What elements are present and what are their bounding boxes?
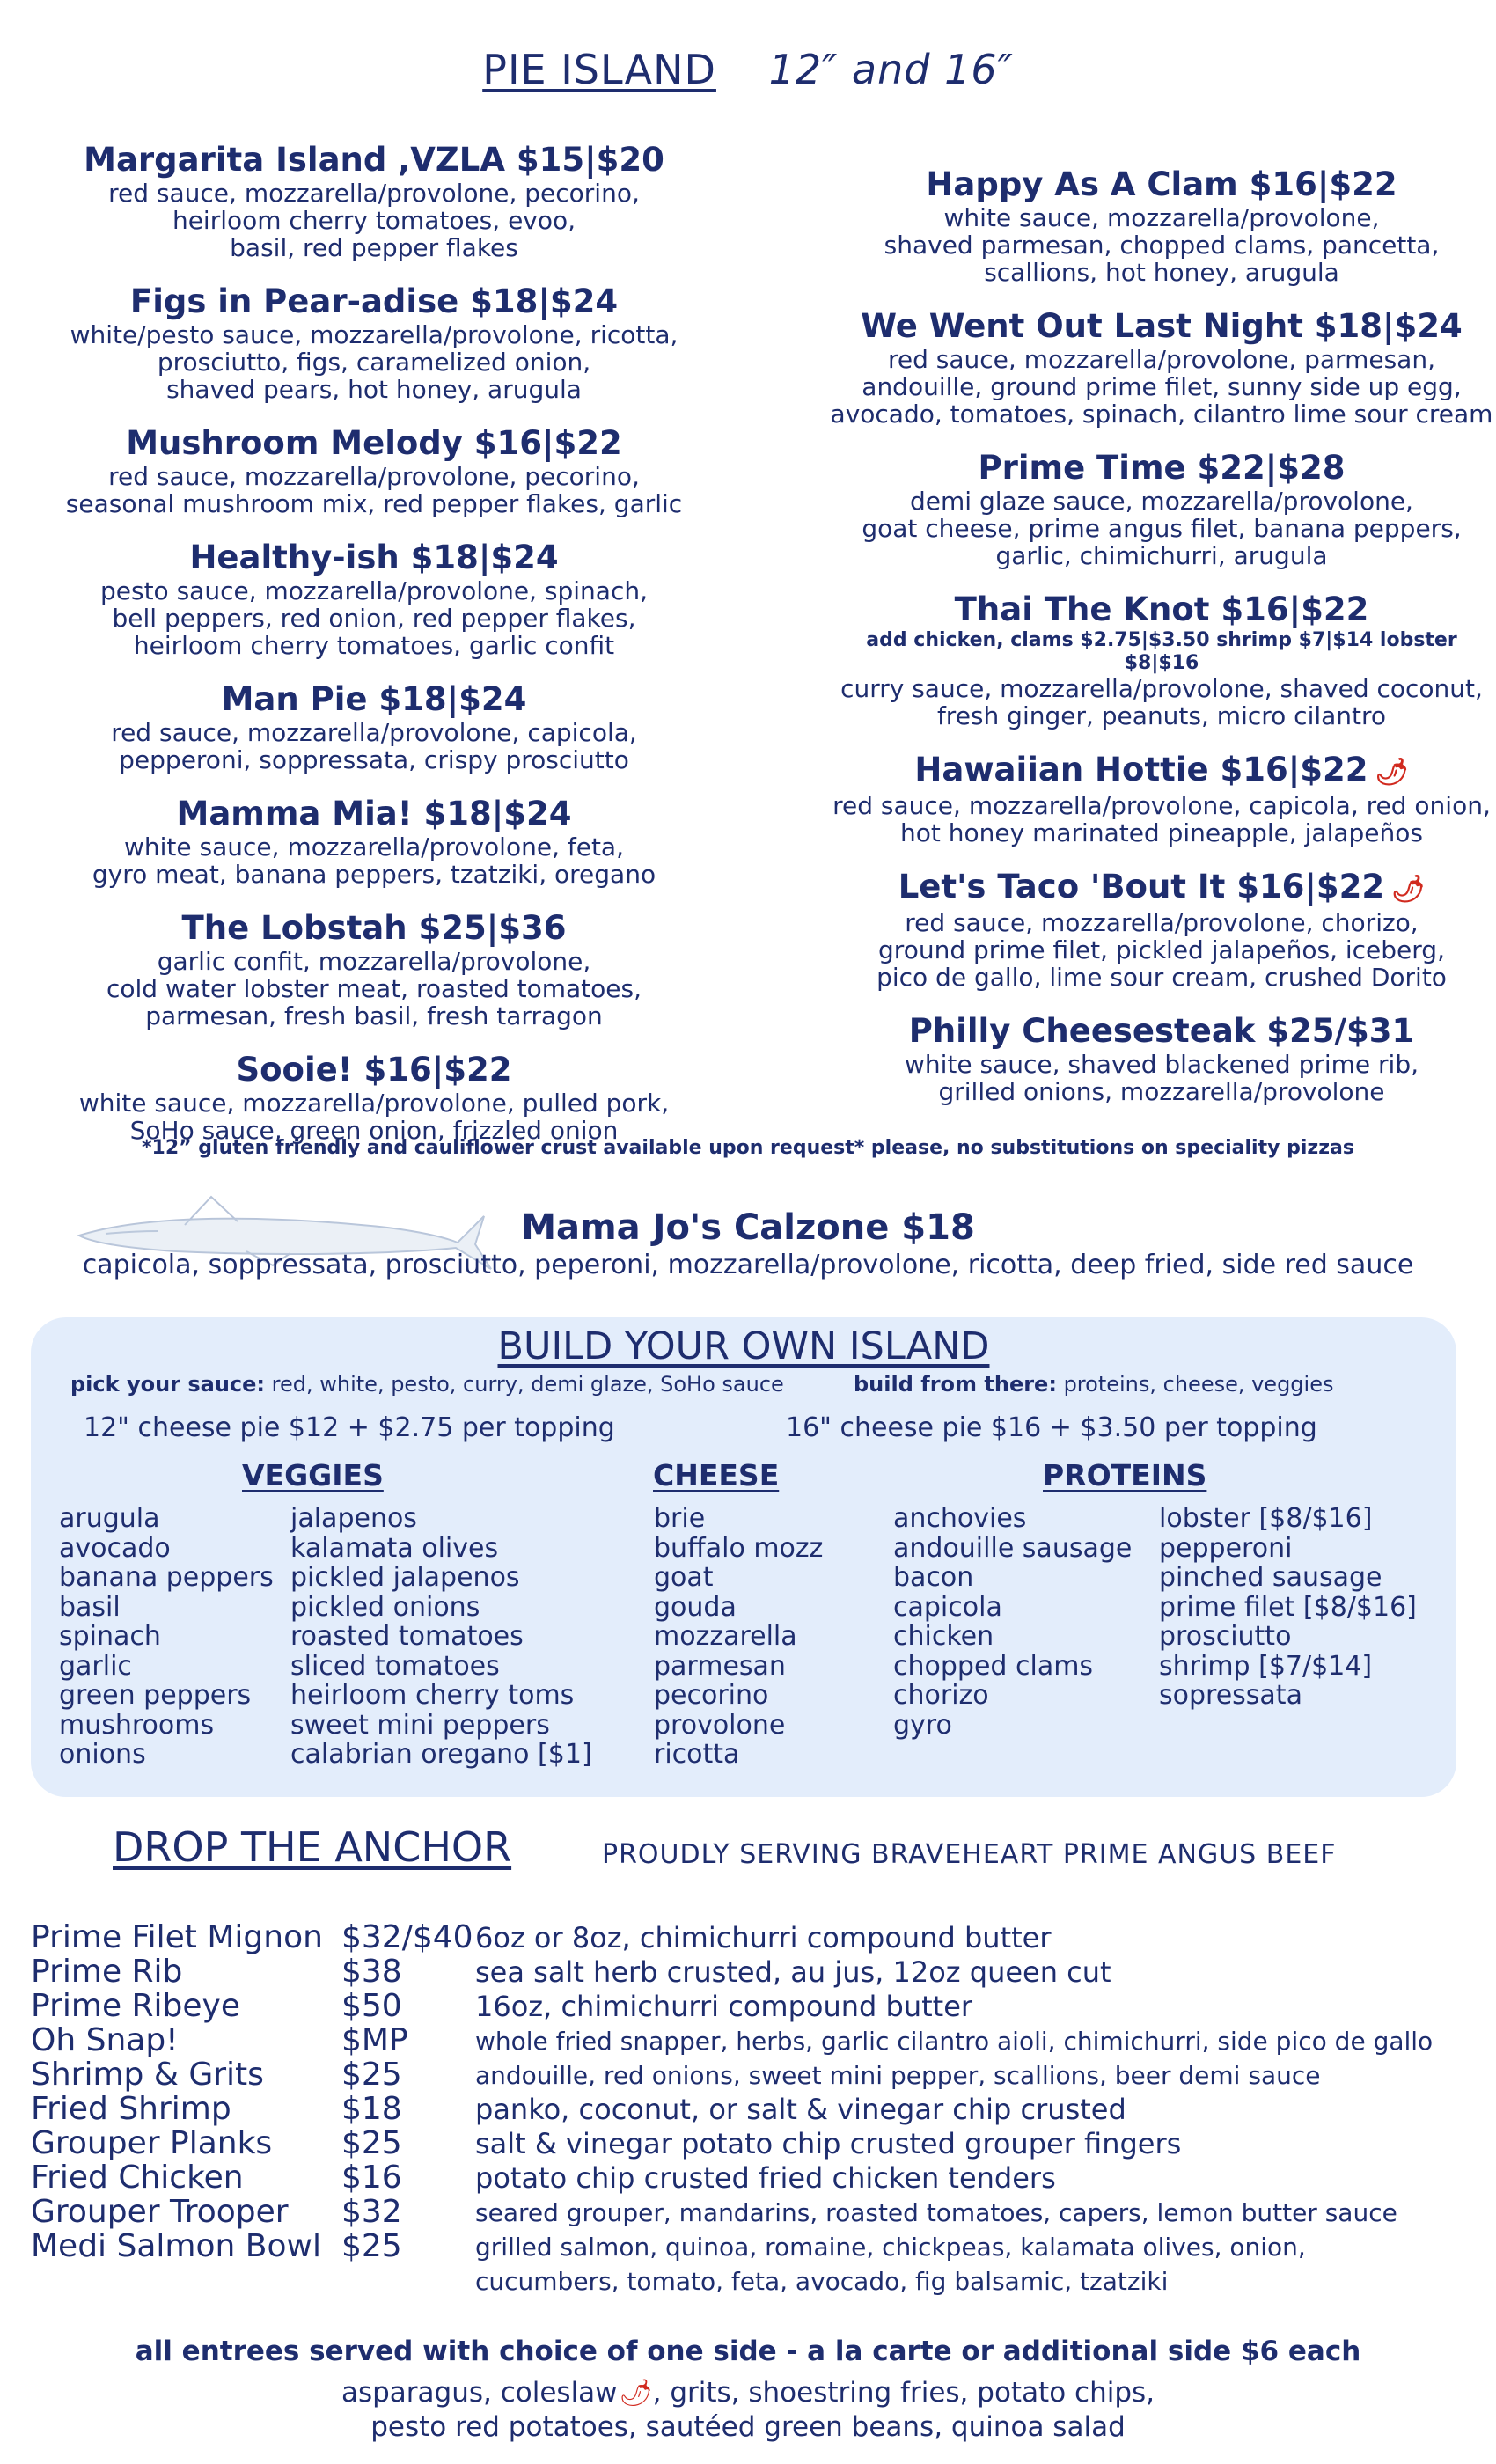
pizza-sizes: 12″ and 16″ [768, 46, 1014, 93]
byo-build-text: proteins, cheese, veggies [1056, 1372, 1334, 1397]
entree-price: $18 [341, 2091, 402, 2127]
protein-item: prosciutto [1159, 1621, 1292, 1652]
entree-description: 16oz, chimichurri compound butter [475, 1990, 973, 2023]
pizza-name [0, 282, 748, 321]
pizza-description: pesto sauce, mozzarella/provolone, spinach, bell peppers, red onion, red pepper flakes, heirloom cherry tomatoes, garlic confit [99, 576, 648, 660]
entree-name: Shrimp & Grits [31, 2057, 264, 2093]
protein-item: pepperoni [1159, 1532, 1293, 1564]
protein-item: prime filet [$8/$16] [1159, 1591, 1417, 1623]
pizza-description: red sauce, mozzarella/provolone, capicola, red onion, hot honey marinated pineapple, jalapeños [832, 791, 1491, 847]
pizza-name [0, 141, 748, 180]
pizza-item [0, 141, 748, 261]
pizza-name [827, 1012, 1496, 1051]
pizza-description: white/pesto sauce, mozzarella/provolone, ricotta, prosciutto, figs, caramelized onion, shaved pears, hot honey, arugula [70, 320, 678, 404]
entree-description: 6oz or 8oz, chimichurri compound butter [475, 1921, 1052, 1954]
sides-line-1 [0, 2376, 1496, 2410]
entree-description: sea salt herb crusted, au jus, 12oz queen cut [475, 1955, 1111, 1989]
veggie-item: jalapenos [290, 1503, 417, 1534]
entrees-title: DROP THE ANCHOR [113, 1823, 512, 1871]
pizza-description: white sauce, shaved blackened prime rib, grilled onions, mozzarella/provolone [904, 1050, 1419, 1106]
veggie-item: avocado [59, 1532, 171, 1564]
protein-item: shrimp [$7/$14] [1159, 1650, 1373, 1682]
pizza-description: red sauce, mozzarella/provolone, pecorino, seasonal mushroom mix, red pepper flakes, garlic [65, 462, 683, 518]
entree-name: Grouper Trooper [31, 2194, 289, 2230]
pizza-item [0, 424, 748, 517]
calzone-name: Mama Jo's Calzone $18 [521, 1207, 975, 1248]
pizza-item [827, 165, 1496, 286]
cheese-item: mozzarella [654, 1621, 797, 1652]
byo-build-line [854, 1372, 1333, 1397]
entrees-subtitle: PROUDLY SERVING BRAVEHEART PRIME ANGUS BEEF [602, 1839, 1337, 1870]
pizza-item [0, 539, 748, 659]
byo-build-label: build from there: [854, 1372, 1057, 1397]
veggie-item: spinach [59, 1621, 161, 1652]
entree-description: grilled salmon, quinoa, romaine, chickpeas, kalamata olives, onion, [475, 2233, 1306, 2262]
pizza-description: red sauce, mozzarella/provolone, parmesan, andouille, ground prime filet, sunny side up egg, avocado, tomatoes, spinach, cilantro lime sour cream [830, 345, 1493, 429]
pizza-name [827, 165, 1496, 204]
entree-price: $25 [341, 2228, 402, 2264]
veggies-list-1 [59, 1504, 274, 1770]
protein-item: chopped clams [893, 1650, 1094, 1682]
pizza-name [827, 751, 1496, 792]
veggie-item: garlic [59, 1650, 132, 1682]
entree-prices [341, 1920, 473, 2263]
pizza-item [0, 795, 748, 888]
pizza-addon: add chicken, clams $2.75|$3.50 shrimp $7|$14 lobster $8|$16 [866, 629, 1457, 674]
entree-price: $25 [341, 2057, 402, 2093]
entree-description: salt & vinegar potato chip crusted grouper fingers [475, 2127, 1182, 2160]
cheese-item: brie [654, 1503, 706, 1534]
pizza-name [827, 449, 1496, 488]
cheese-item: ricotta [654, 1739, 740, 1770]
sides-list [0, 2376, 1496, 2444]
entree-description: potato chip crusted fried chicken tenders [475, 2161, 1056, 2195]
veggie-item: heirloom cherry toms [290, 1680, 575, 1711]
chili-pepper-icon: 🌶 [1391, 874, 1426, 905]
cheese-item: goat [654, 1562, 714, 1593]
entree-names [31, 1920, 323, 2263]
pizza-name-text: Let's Taco 'Bout It $16|$22 [898, 868, 1385, 906]
pizza-item [827, 868, 1496, 991]
pizza-name [0, 1051, 748, 1089]
veggie-item: roasted tomatoes [290, 1621, 524, 1652]
page-title: PIE ISLAND [482, 46, 716, 93]
pizza-name [827, 868, 1496, 909]
pizza-name [827, 590, 1496, 629]
veggie-item: basil [59, 1591, 121, 1623]
entree-name: Grouper Planks [31, 2125, 273, 2161]
pizza-name-text: Thai The Knot $16|$22 [954, 590, 1369, 628]
chili-pepper-icon: 🌶 [619, 2378, 653, 2409]
pizza-item [827, 590, 1496, 730]
protein-item: chicken [893, 1621, 994, 1652]
pizza-description: red sauce, mozzarella/provolone, chorizo, ground prime filet, pickled jalapeños, iceberg, pico de gallo, lime sour cream, crushed Dorito [876, 908, 1447, 992]
pizza-name-text: Sooie! $16|$22 [236, 1051, 512, 1089]
entree-name: Medi Salmon Bowl [31, 2228, 321, 2264]
cheese-header: CHEESE [653, 1458, 780, 1492]
pizza-name-text: We Went Out Last Night $18|$24 [861, 307, 1463, 345]
pizza-name [0, 680, 748, 719]
veggies-list-2 [290, 1504, 592, 1770]
pizza-name-text: Happy As A Clam $16|$22 [926, 165, 1397, 203]
sides-line-1a: asparagus, coleslaw [341, 2377, 618, 2409]
veggie-item: calabrian oregano [$1] [290, 1739, 592, 1770]
entree-price: $50 [341, 1988, 402, 2024]
chili-pepper-icon: 🌶 [1375, 757, 1409, 788]
proteins-header: PROTEINS [1043, 1458, 1207, 1492]
entree-description: panko, coconut, or salt & vinegar chip crusted [475, 2093, 1126, 2126]
protein-item: chorizo [893, 1680, 989, 1711]
protein-item: gyro [893, 1709, 952, 1741]
entree-description: andouille, red onions, sweet mini pepper, scallions, beer demi sauce [475, 2061, 1321, 2090]
pizza-name-text: Healthy-ish $18|$24 [189, 539, 559, 576]
veggie-item: green peppers [59, 1680, 252, 1711]
gluten-note: *12” gluten friendly and cauliflower crust available upon request* please, no substitutions on speciality pizzas [142, 1137, 1354, 1159]
entree-description: whole fried snapper, herbs, garlic cilantro aioli, chimichurri, side pico de gallo [475, 2027, 1434, 2056]
pizza-name-text: Man Pie $18|$24 [221, 680, 527, 718]
build-your-own-panel [31, 1317, 1456, 1797]
pizza-name-text: The Lobstah $25|$36 [181, 909, 567, 947]
protein-item: sopressata [1159, 1680, 1302, 1711]
pizza-item [827, 1012, 1496, 1105]
entree-price: $32/$40 [341, 1919, 473, 1955]
calzone-description: capicola, soppressata, prosciutto, peperoni, mozzarella/provolone, ricotta, deep fried, side red sauce [82, 1250, 1414, 1280]
pizza-item [0, 909, 748, 1030]
pizza-description: garlic confit, mozzarella/provolone, cold water lobster meat, roasted tomatoes, parmesan, fresh basil, fresh tarragon [106, 947, 642, 1030]
proteins-list-1 [893, 1504, 1132, 1740]
byo-sauce-line [70, 1372, 784, 1397]
entree-name: Oh Snap! [31, 2022, 179, 2058]
pizza-description: curry sauce, mozzarella/provolone, shaved coconut, fresh ginger, peanuts, micro cilantro [840, 674, 1483, 730]
pizza-description: white sauce, mozzarella/provolone, shaved parmesan, chopped clams, pancetta, scallions, hot honey, arugula [884, 203, 1440, 287]
veggie-item: arugula [59, 1503, 160, 1534]
pizza-description: white sauce, mozzarella/provolone, pulled pork, SoHo sauce, green onion, frizzled onion [78, 1089, 670, 1145]
veggie-item: sweet mini peppers [290, 1709, 550, 1741]
pizza-item [827, 307, 1496, 428]
cheese-item: buffalo mozz [654, 1532, 824, 1564]
sides-line-2: pesto red potatoes, sautéed green beans, quinoa salad [370, 2411, 1126, 2443]
pizza-item [827, 751, 1496, 847]
veggie-item: pickled onions [290, 1591, 480, 1623]
veggies-header: VEGGIES [242, 1458, 384, 1492]
pizza-name-text: Mushroom Melody $16|$22 [126, 424, 622, 462]
pizza-column-left [0, 141, 748, 1165]
protein-item: bacon [893, 1562, 974, 1593]
entree-name: Fried Chicken [31, 2160, 244, 2196]
pizza-name [0, 795, 748, 833]
pizza-description: red sauce, mozzarella/provolone, pecorino, heirloom cherry tomatoes, evoo, basil, red pepper flakes [108, 179, 640, 262]
pizza-name [0, 909, 748, 948]
pizza-name [0, 424, 748, 463]
cheese-list [654, 1504, 823, 1770]
entree-name: Prime Filet Mignon [31, 1919, 323, 1955]
pizza-name-text: Hawaiian Hottie $16|$22 [914, 751, 1368, 788]
entree-description-continued: cucumbers, tomato, feta, avocado, fig balsamic, tzatziki [475, 2267, 1169, 2296]
byo-sauce-text: red, white, pesto, curry, demi glaze, SoHo sauce [265, 1372, 784, 1397]
byo-price-16: 16" cheese pie $16 + $3.50 per topping [786, 1412, 1317, 1443]
protein-item: anchovies [893, 1503, 1027, 1534]
entree-price: $16 [341, 2160, 402, 2196]
cheese-item: gouda [654, 1591, 737, 1623]
sides-note: all entrees served with choice of one side - a la carte or additional side $6 each [135, 2336, 1361, 2367]
entree-description: seared grouper, mandarins, roasted tomatoes, capers, lemon butter sauce [475, 2198, 1397, 2227]
proteins-list-2 [1159, 1504, 1417, 1711]
protein-item: lobster [$8/$16] [1159, 1503, 1373, 1534]
pizza-name-text: Prime Time $22|$28 [978, 449, 1346, 487]
pizza-description: demi glaze sauce, mozzarella/provolone, goat cheese, prime angus filet, banana peppers, garlic, chimichurri, arugula [862, 487, 1462, 570]
sides-line-1b: , grits, shoestring fries, potato chips, [652, 2377, 1155, 2409]
entree-price: $32 [341, 2194, 402, 2230]
pizza-name-text: Margarita Island ,VZLA $15|$20 [84, 141, 664, 179]
byo-price-12: 12" cheese pie $12 + $2.75 per topping [84, 1412, 615, 1443]
entree-name: Fried Shrimp [31, 2091, 231, 2127]
pizza-item [827, 449, 1496, 569]
veggie-item: kalamata olives [290, 1532, 499, 1564]
cheese-item: parmesan [654, 1650, 786, 1682]
entree-price: $MP [341, 2022, 408, 2058]
pizza-item [0, 1051, 748, 1144]
protein-item: pinched sausage [1159, 1562, 1382, 1593]
pizza-name-text: Philly Cheesesteak $25/$31 [908, 1012, 1415, 1050]
entree-name: Prime Rib [31, 1954, 183, 1990]
protein-item: capicola [893, 1591, 1002, 1623]
veggie-item: sliced tomatoes [290, 1650, 500, 1682]
entree-descriptions [475, 1921, 1433, 2299]
entree-name: Prime Ribeye [31, 1988, 241, 2024]
byo-title: BUILD YOUR OWN ISLAND [497, 1324, 990, 1368]
pizza-item [0, 282, 748, 403]
pizza-description: white sauce, mozzarella/provolone, feta, gyro meat, banana peppers, tzatziki, oregano [92, 832, 656, 889]
protein-item: andouille sausage [893, 1532, 1133, 1564]
pizza-column-right [827, 165, 1496, 1126]
menu-header [0, 46, 1496, 93]
veggie-item: pickled jalapenos [290, 1562, 520, 1593]
pizza-item [0, 680, 748, 774]
pizza-name-text: Mamma Mia! $18|$24 [176, 795, 572, 832]
veggie-item: banana peppers [59, 1562, 274, 1593]
entree-price: $38 [341, 1954, 402, 1990]
pizza-name [827, 307, 1496, 346]
veggie-item: onions [59, 1739, 146, 1770]
pizza-name [0, 539, 748, 577]
byo-sauce-label: pick your sauce: [70, 1372, 266, 1397]
veggie-item: mushrooms [59, 1709, 215, 1741]
entree-price: $25 [341, 2125, 402, 2161]
cheese-item: provolone [654, 1709, 786, 1741]
pizza-description: red sauce, mozzarella/provolone, capicola, pepperoni, soppressata, crispy prosciutto [111, 718, 637, 774]
cheese-item: pecorino [654, 1680, 769, 1711]
pizza-name-text: Figs in Pear-adise $18|$24 [129, 282, 619, 320]
